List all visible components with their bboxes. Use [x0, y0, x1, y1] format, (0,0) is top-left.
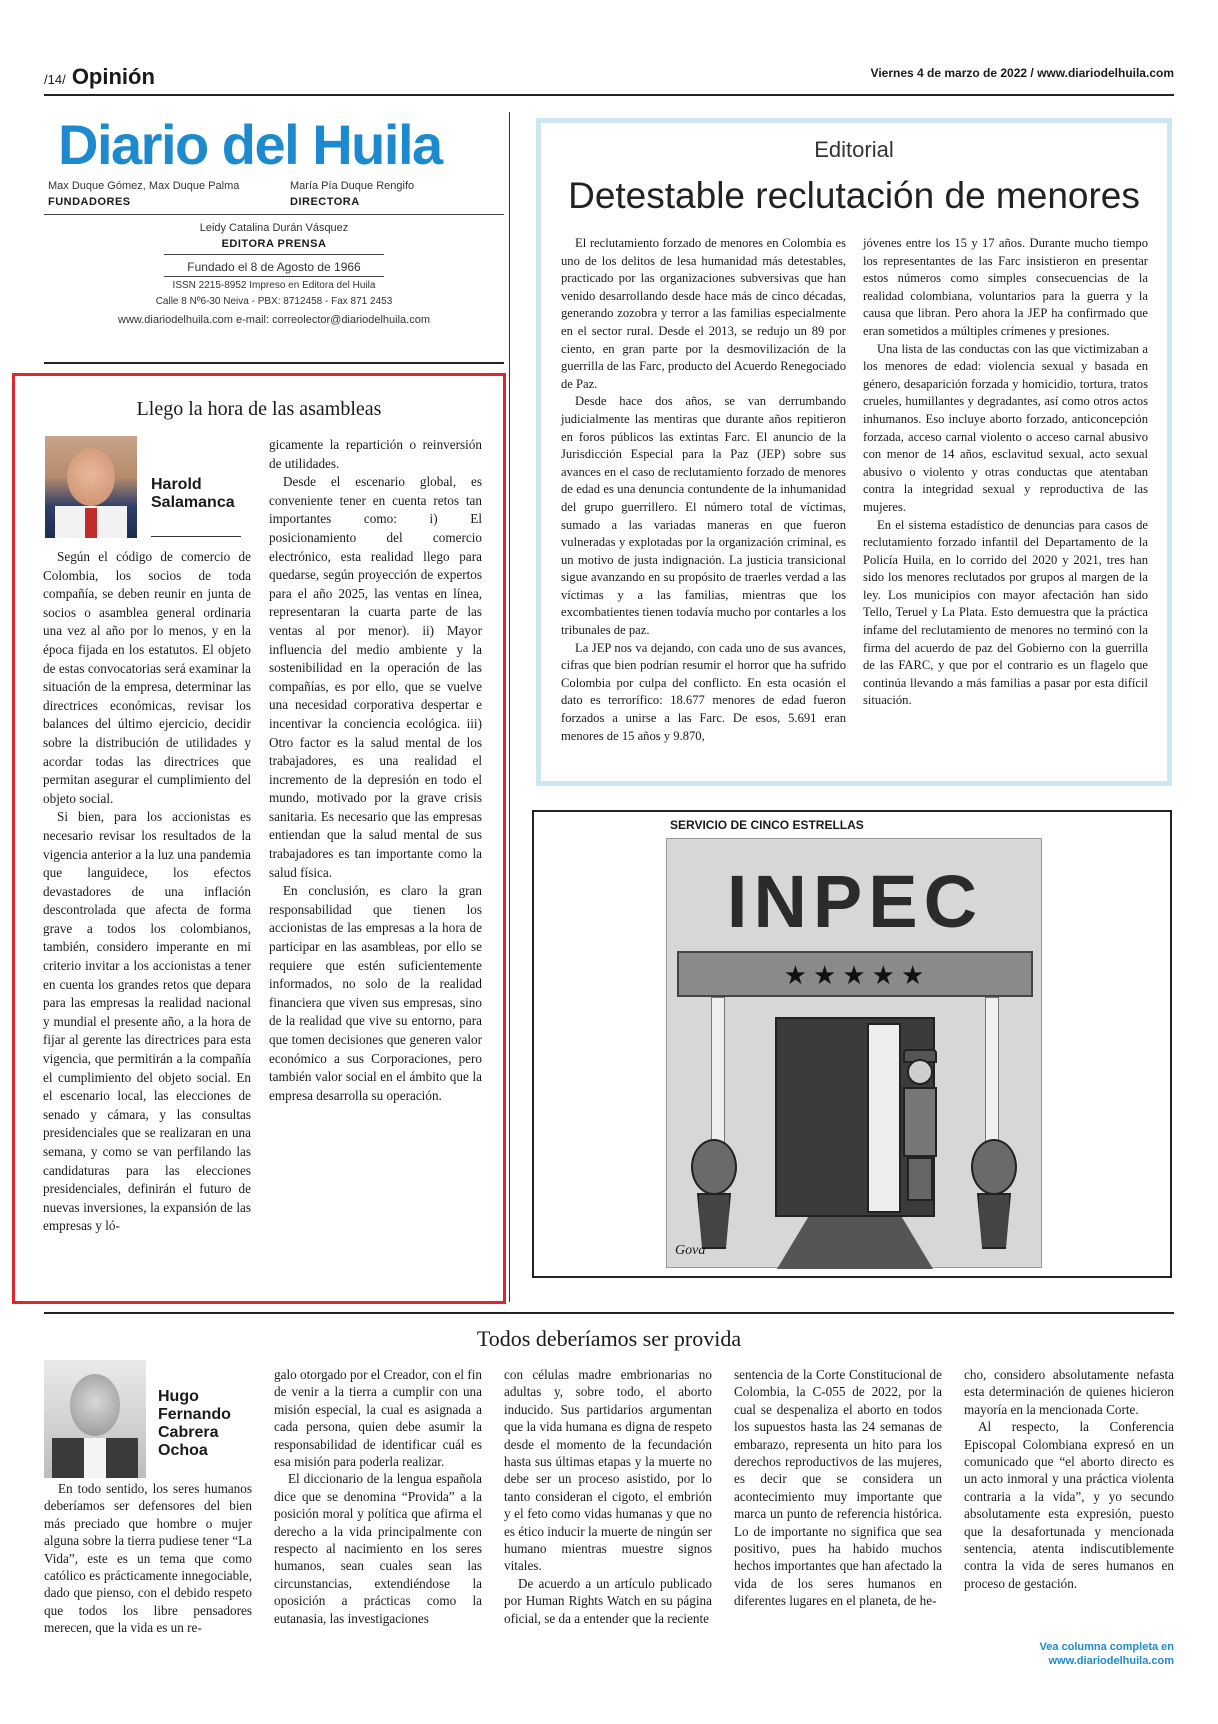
full-column-link-text: Vea columna completa en: [1039, 1641, 1174, 1653]
director-name: María Pía Duque Rengifo: [290, 180, 415, 192]
article-paragraph: En todo sentido, los seres humanos deberíamos ser defensores del bien más preciado que hombre o mujer alguna sobre la tierra pudiese tener “La Vida”, este es un tema que como católico es prácticamente innegociable, dado que pienso, con el debido respeto que todos los libre pensadores merecen, que la vida es un re-: [44, 1481, 252, 1636]
author-name: Hugo Fernando Cabrera Ochoa: [158, 1388, 231, 1459]
red-carpet: [777, 1217, 933, 1269]
author-photo: [45, 436, 137, 538]
plant-pot: [977, 1193, 1011, 1249]
plant-leaves: [691, 1139, 737, 1195]
editorial-box: [536, 118, 1172, 786]
article-paragraph: En conclusión, es claro la gran responsabilidad que tienen los accionistas de las empresas a la hora de participar en las asambleas, por ello se requiere que estén suficientemente informados, no solo de la realidad financiera que viven sus empresas, sino de la realidad que vive su entorno, para que tomen decisiones que generen valor económico a sus Corporaciones, pero también valor social en el ámbito que la empresa desarrolla su operación.: [269, 883, 482, 1103]
plant-pot-left: [689, 1139, 739, 1249]
header-divider: [44, 94, 1174, 96]
editorial-cartoon: [532, 810, 1172, 1278]
five-stars-icon: ★★★★★: [783, 961, 931, 990]
editor-label: EDITORA PRENSA: [221, 238, 327, 250]
editor-name: Leidy Catalina Durán Vásquez: [199, 222, 349, 234]
founders-names: Max Duque Gómez, Max Duque Palma: [48, 180, 240, 192]
plant-leaves: [971, 1139, 1017, 1195]
author-rule: [151, 536, 241, 537]
article-title: Llego la hora de las asambleas: [136, 398, 382, 420]
guard-head: [907, 1059, 933, 1085]
author-name: Harold Salamanca: [151, 476, 235, 511]
prison-sign: INPEC: [726, 860, 984, 943]
masthead-divider-2: [164, 254, 384, 255]
issn-line: ISSN 2215-8952 Impreso en Editora del Huila: [172, 280, 376, 291]
cartoonist-signature: Gova: [675, 1243, 706, 1258]
page-header-section: [44, 64, 155, 90]
column-divider: [509, 112, 510, 1302]
author-tie: [85, 508, 97, 538]
page-number: /14/: [44, 72, 66, 87]
plant-pot: [697, 1193, 731, 1249]
article-column-2: [269, 436, 482, 1105]
masthead: [44, 112, 504, 367]
highlighted-opinion-article: [12, 373, 506, 1304]
editorial-paragraph: La JEP nos va dejando, con cada uno de sus avances, cifras que bien podrían resumir el horror que ha sufrido Colombia por culpa del conflicto. En esta ocasión el dato es terrorífico: 18.677 menores de edad fueron forzados a unirse a las Farc. De esos, 5.691 eran menores de 15 años y 9.870,: [561, 640, 846, 743]
article-paragraph: El diccionario de la lengua española dice que se denomina “Provida” a la posición moral y política que afirma el derecho a la vida principalmente con respecto al nacimiento en los seres humanos, sean cuales sean las circunstancias, extendiéndose la oposición a prácticas como la eutanasia, las investigaciones: [274, 1471, 482, 1626]
editorial-paragraph: Una lista de las conductas con las que victimizaban a los menores de edad: violencia sexual y basada en género, desaparición forzada y homicidio, tortura, tratos crueles, humillantes y degradantes, así como otros actos inhumanos. Eso incluye aborto forzado, anticoncepción forzada, acceso carnal violento o acceso carnal abusivo con menor de 14 años, esclavitud sexual, acto sexual abusivo o violento y otras conductas que atentaban contra la integridad sexual y reproductiva de las mujeres.: [863, 341, 1148, 514]
article-paragraph: con células madre embrionarias no adultas y, sobre todo, el aborto inducido. Sus partidarios argumentan que la vida humana es digna de respeto desde el momento de la fecundación hasta sus últimas etapas y la muerte no debe ser un proceso asistido, por lo tanto consideran el cigoto, el embrión y el feto como vidas humanas y que no es ético inducir la muerte de ningún ser humano mientras muestre signos vitales.: [504, 1367, 712, 1574]
bottom-section-rule: [44, 1312, 1174, 1314]
author-shirt: [84, 1438, 106, 1478]
guard-body: [903, 1087, 937, 1157]
full-column-link-url[interactable]: www.diariodelhuila.com: [1048, 1655, 1174, 1667]
hotel-awning: [677, 951, 1033, 997]
full-column-link[interactable]: [1040, 1640, 1175, 1668]
cartoon-caption: SERVICIO DE CINCO ESTRELLAS: [670, 818, 864, 832]
contact-line: www.diariodelhuila.com e-mail: correolector@diariodelhuila.com: [118, 314, 430, 326]
editorial-label: Editorial: [814, 137, 894, 162]
editorial-paragraph: jóvenes entre los 15 y 17 años. Durante mucho tiempo los representantes de las Farc insistieron en presentar estos números como simples consecuencias de la realidad colombiana, voluntarios para la guerra y la causa que libran. Pero ahora la JEP ha confirmado que eran sometidos a múltiples crímenes y presiones.: [863, 236, 1148, 338]
founders-label: FUNDADORES: [48, 196, 131, 208]
masthead-divider: [44, 214, 504, 215]
section-name: Opinión: [71, 64, 155, 89]
article-column-5: [964, 1366, 1174, 1592]
open-door: [867, 1023, 901, 1213]
newspaper-logo: Diario del Huila: [58, 113, 442, 176]
article-column-3: [504, 1366, 712, 1627]
article-column-1: [43, 548, 251, 1236]
article-paragraph: Si bien, para los accionistas es necesario revisar los resultados de la vigencia anterior a la luz una pandemia que languidece, los efectos devastadores de una inflación descontrolada que afecta de forma grave a todos los colombianos, también, considero imperante en mi criterio invitar a los accionistas a tener en cuenta los grandes retos que depara para las empresas la realidad nacional y mundial el presente año, a la hora de fijar al gerente las directrices para esta vigencia, que permitirán a la compañía el cumplimiento del objeto social. En el escenario local, las elecciones de senado y cámara, y las consultas presidenciales que se realizaran en una semana, y como se van perfilando las candidaturas para las elecciones presidenciales, definirán el futuro de nuevas inversiones, la expansión de las empresas y ló-: [43, 809, 251, 1234]
masthead-divider-3: [164, 276, 384, 277]
doorman-guard: [899, 1045, 939, 1205]
founded-date: Fundado el 8 de Agosto de 1966: [187, 260, 361, 274]
article-title: Todos deberíamos ser provida: [476, 1326, 742, 1351]
cartoon-illustration: [666, 838, 1042, 1268]
address-line: Calle 8 Nº6-30 Neiva - PBX: 8712458 - Fax 871 2453: [155, 296, 393, 307]
article-paragraph: Desde el escenario global, es conveniente tener en cuenta retos tan importantes como: i) El posicionamiento del comercio electrónico, esta realidad llego para quedarse, según proyección de expertos para el año 2025, las ventas en línea, representaran la cuarta parte de las ventas al por menor). ii) Mayor influencia del medio ambiente y la sostenibilidad en la operación de las compañías, es por ello, que se vuelve una necesidad corporativa despertar e incentivar la conciencia ecológica. iii) Otro factor es la salud mental de los trabajadores, es una realidad el incremento de la depresión en todo el mundo, motivado por la grave crisis sanitaria. Es necesario que las empresas entiendan que la salud mental de sus trabajadores es tan importante como la salud física.: [269, 474, 482, 880]
article-paragraph: gicamente la repartición o reinversión de utilidades.: [269, 437, 482, 471]
editorial-paragraph: En el sistema estadístico de denuncias para casos de reclutamiento forzado infantil del Departamento de la Policía Huila, en lo corrido del 2020 y 2021, tres han sido los menores reclutados por grupos al margen de la ley. Los municipios con mayor afectación han sido Tello, Teruel y La Plata. Esto demuestra que la práctica infame del reclutamiento de menores no terminó con la firma del acuerdo de paz del Gobierno con la guerrilla de las FARC, y que por el contrario es un flagelo que continúa llevando a más familias a pasar por esta difícil situación.: [863, 517, 1148, 708]
article-column-1: [44, 1480, 252, 1637]
article-column-4: [734, 1366, 942, 1610]
author-face: [70, 1374, 120, 1436]
editorial-paragraph: Desde hace dos años, se van derrumbando judicialmente las mentiras que durante años repitieron en foros públicos las extintas Farc. El anuncio de la Jurisdicción Especial para la Paz (JEP) sobre sus avances en el caso de reclutamiento forzado de menores de edad es una denuncia contundente de la inhumanidad del grupo guerrillero. El número total de víctimas, sumado a las variadas maneras en que fueron vulneradas y explotadas por la organización criminal, es un motivo de justa indignación. La justicia transicional sigue avanzando en su propósito de traerles verdad a las víctimas y a las familias, mientras que los excombatientes tienen todavía mucho por contarles a los tribunales de paz.: [561, 394, 847, 638]
editorial-column-1: [561, 235, 846, 745]
plant-pot-right: [969, 1139, 1019, 1249]
guard-legs: [907, 1157, 933, 1201]
article-paragraph: Según el código de comercio de Colombia, los socios de toda compañía, se deben reunir en junta de socios o asamblea general ordinaria una vez al año por lo menos, y en la época fijada en los estatutos. El objeto de estas convocatorias será examinar la situación de la empresa, determinar las directrices económicas, revisar los balances del último ejercicio, decidir sobre la distribución de utilidades y acordar todas las directrices que permitan asegurar el cumplimiento del objeto social.: [43, 549, 251, 806]
author-face: [67, 448, 115, 506]
article-paragraph: Al respecto, la Conferencia Episcopal Colombiana expresó en un comunicado que “el aborto directo es un acto inmoral y una práctica violenta contraria a la vida”, y yo secundo absolutamente esta expresión, puesto que la desafortunada y mencionada sentencia, atenta indiscutiblemente contra la vida de seres humanos en proceso de gestación.: [964, 1419, 1174, 1591]
dateline: Viernes 4 de marzo de 2022 / www.diariodelhuila.com: [870, 66, 1174, 80]
editorial-paragraph: El reclutamiento forzado de menores en Colombia es uno de los delitos de lesa humanidad más detestables, practicado por las organizaciones subversivas que han venido desarrollando desde hace más de cinco décadas, generando zozobra y terror a las familias especialmente en el sector rural. Desde el 2013, se redujo un 89 por ciento, en gran parte por la desmovilización de la guerrilla de las Farc, producto del Acuerdo Renegociado de Paz.: [561, 236, 846, 391]
article-paragraph: De acuerdo a un artículo publicado por Human Rights Watch en su página oficial, se da a entender que la reciente: [504, 1575, 712, 1626]
editorial-title: Detestable reclutación de menores: [568, 175, 1140, 216]
article-column-2: [274, 1366, 482, 1627]
article-paragraph: sentencia de la Corte Constitucional de Colombia, la C-055 de 2022, por la cual se despenaliza el aborto en todos los supuestos hasta las 24 semanas de embarazo, representa un hito para los derechos reproductivos de las mujeres, es decir que se considera un acontecimiento muy importante que marca un punto de referencia histórica. Lo de importante no significa que sea positivo, pues ha habido muchos hechos importantes que han afectado la vida de los seres humanos en diferentes lugares en el planeta, de he-: [734, 1367, 942, 1609]
author-photo: [44, 1360, 146, 1478]
masthead-bottom-rule: [44, 362, 504, 364]
editorial-column-2: [863, 235, 1148, 710]
director-label: DIRECTORA: [290, 196, 360, 208]
article-paragraph: cho, considero absolutamente nefasta esta determinación de quienes hicieron mayoría en la mencionada Corte.: [964, 1367, 1174, 1417]
article-paragraph: galo otorgado por el Creador, con el fin de venir a la tierra a cumplir con una misión especial, la cual es asignada a cada persona, quien debe asumir la responsabilidad de identificar cuál es esa misión para poderla realizar.: [274, 1367, 482, 1470]
